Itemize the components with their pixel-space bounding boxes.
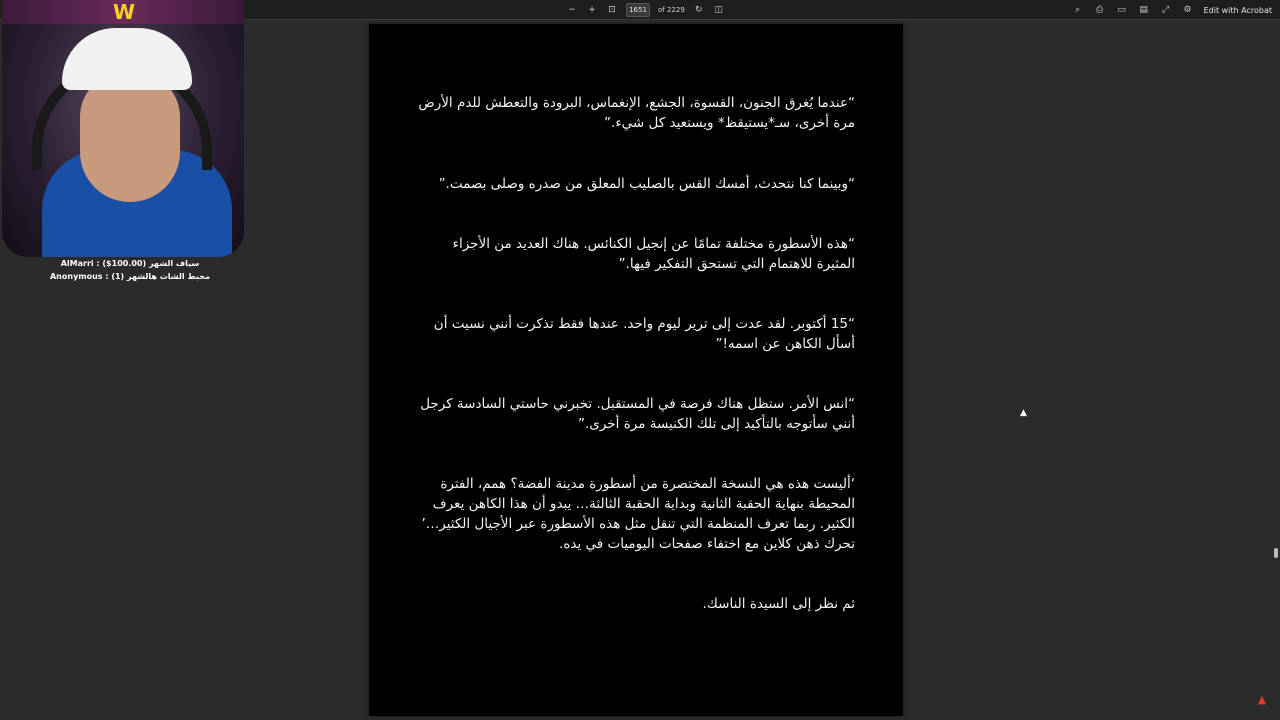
rotate-icon[interactable]: ↻	[695, 5, 703, 15]
stream-alerts	[30, 258, 230, 283]
page-view-icon[interactable]: ◫	[714, 5, 724, 15]
paragraph: “15 أكتوبر. لقد عدت إلى ترير ليوم واحد. عندها فقط تذكرت أنني نسيت أن أسأل الكاهن عن اسمه!”	[433, 316, 855, 352]
settings-icon[interactable]: ⚙	[1183, 5, 1192, 15]
pdf-page	[369, 24, 903, 716]
top-donor-line: AlMarri : ($100.00) سياف الشهر	[60, 259, 200, 268]
paragraph: “انس الأمر. ستظل هناك فرصة في المستقبل. تخبرني حاستي السادسة كرجل أنني سأتوجه بالتأكيد إلى تلك الكنيسة مرة أخرى.”	[420, 396, 855, 432]
zoom-in-icon[interactable]: +	[588, 5, 596, 15]
paragraph: ثم نظر إلى السيدة الناسك.	[702, 596, 855, 612]
save-icon[interactable]: ▭	[1117, 5, 1126, 15]
crown-logo-icon: W	[112, 0, 136, 24]
paragraph: ‘أليست هذه هي النسخة المختصرة من أسطورة مدينة الفضة؟ همم، الفترة المحيطة بنهاية الحقبة الثانية وبداية الحقبة الثالثة… يبدو أن هذا الكاهن يعرف الكثير. ربما تعرف المنظمة التي تنقل مثل هذه الأسطورة عبر الأجيال الكثير…’ تحرك ذهن كلاين مع اختفاء صفحات اليوميات في يده.	[421, 476, 855, 552]
paragraph: “وبينما كنا نتحدث، أمسك القس بالصليب المعلق من صدره وصلى بصمت.”	[438, 176, 855, 192]
print-icon[interactable]: ⎙	[1095, 5, 1104, 15]
edit-with-acrobat-button[interactable]: Edit with Acrobat	[1203, 5, 1272, 15]
streamer-cap	[62, 28, 192, 90]
page-total: of 2229	[658, 6, 685, 14]
top-chatter-line: Anonymous : (1) مخبط الشات هالشهر	[49, 271, 211, 281]
save-as-icon[interactable]: ▤	[1139, 5, 1148, 15]
mouse-cursor-icon: ▲	[1020, 408, 1027, 418]
acrobat-icon[interactable]: ▲	[1257, 693, 1267, 706]
toolbar-center-group	[566, 0, 725, 20]
paragraph: “هذه الأسطورة مختلفة تمامًا عن إنجيل الكنائس. هناك العديد من الأجزاء المثيرة للاهتمام التي تستحق التفكير فيها.”	[452, 236, 855, 272]
search-icon[interactable]: ⌕	[1075, 5, 1081, 15]
webcam-overlay	[2, 0, 244, 257]
expand-icon[interactable]: ⤢	[1161, 5, 1170, 15]
fit-page-icon[interactable]: ⊡	[608, 5, 616, 15]
zoom-out-icon[interactable]: −	[568, 5, 576, 15]
paragraph: “عندما يُغرق الجنون، القسوة، الجشع، الإنغماس، البرودة والتعطش للدم الأرض مرة أخرى، سـ*يستيقظ* ويستعيد كل شيء.”	[418, 95, 855, 131]
page-number-input[interactable]	[626, 3, 650, 17]
scrollbar-thumb[interactable]	[1274, 548, 1278, 558]
toolbar-right-group	[1072, 0, 1272, 20]
streamer-face	[80, 72, 180, 202]
